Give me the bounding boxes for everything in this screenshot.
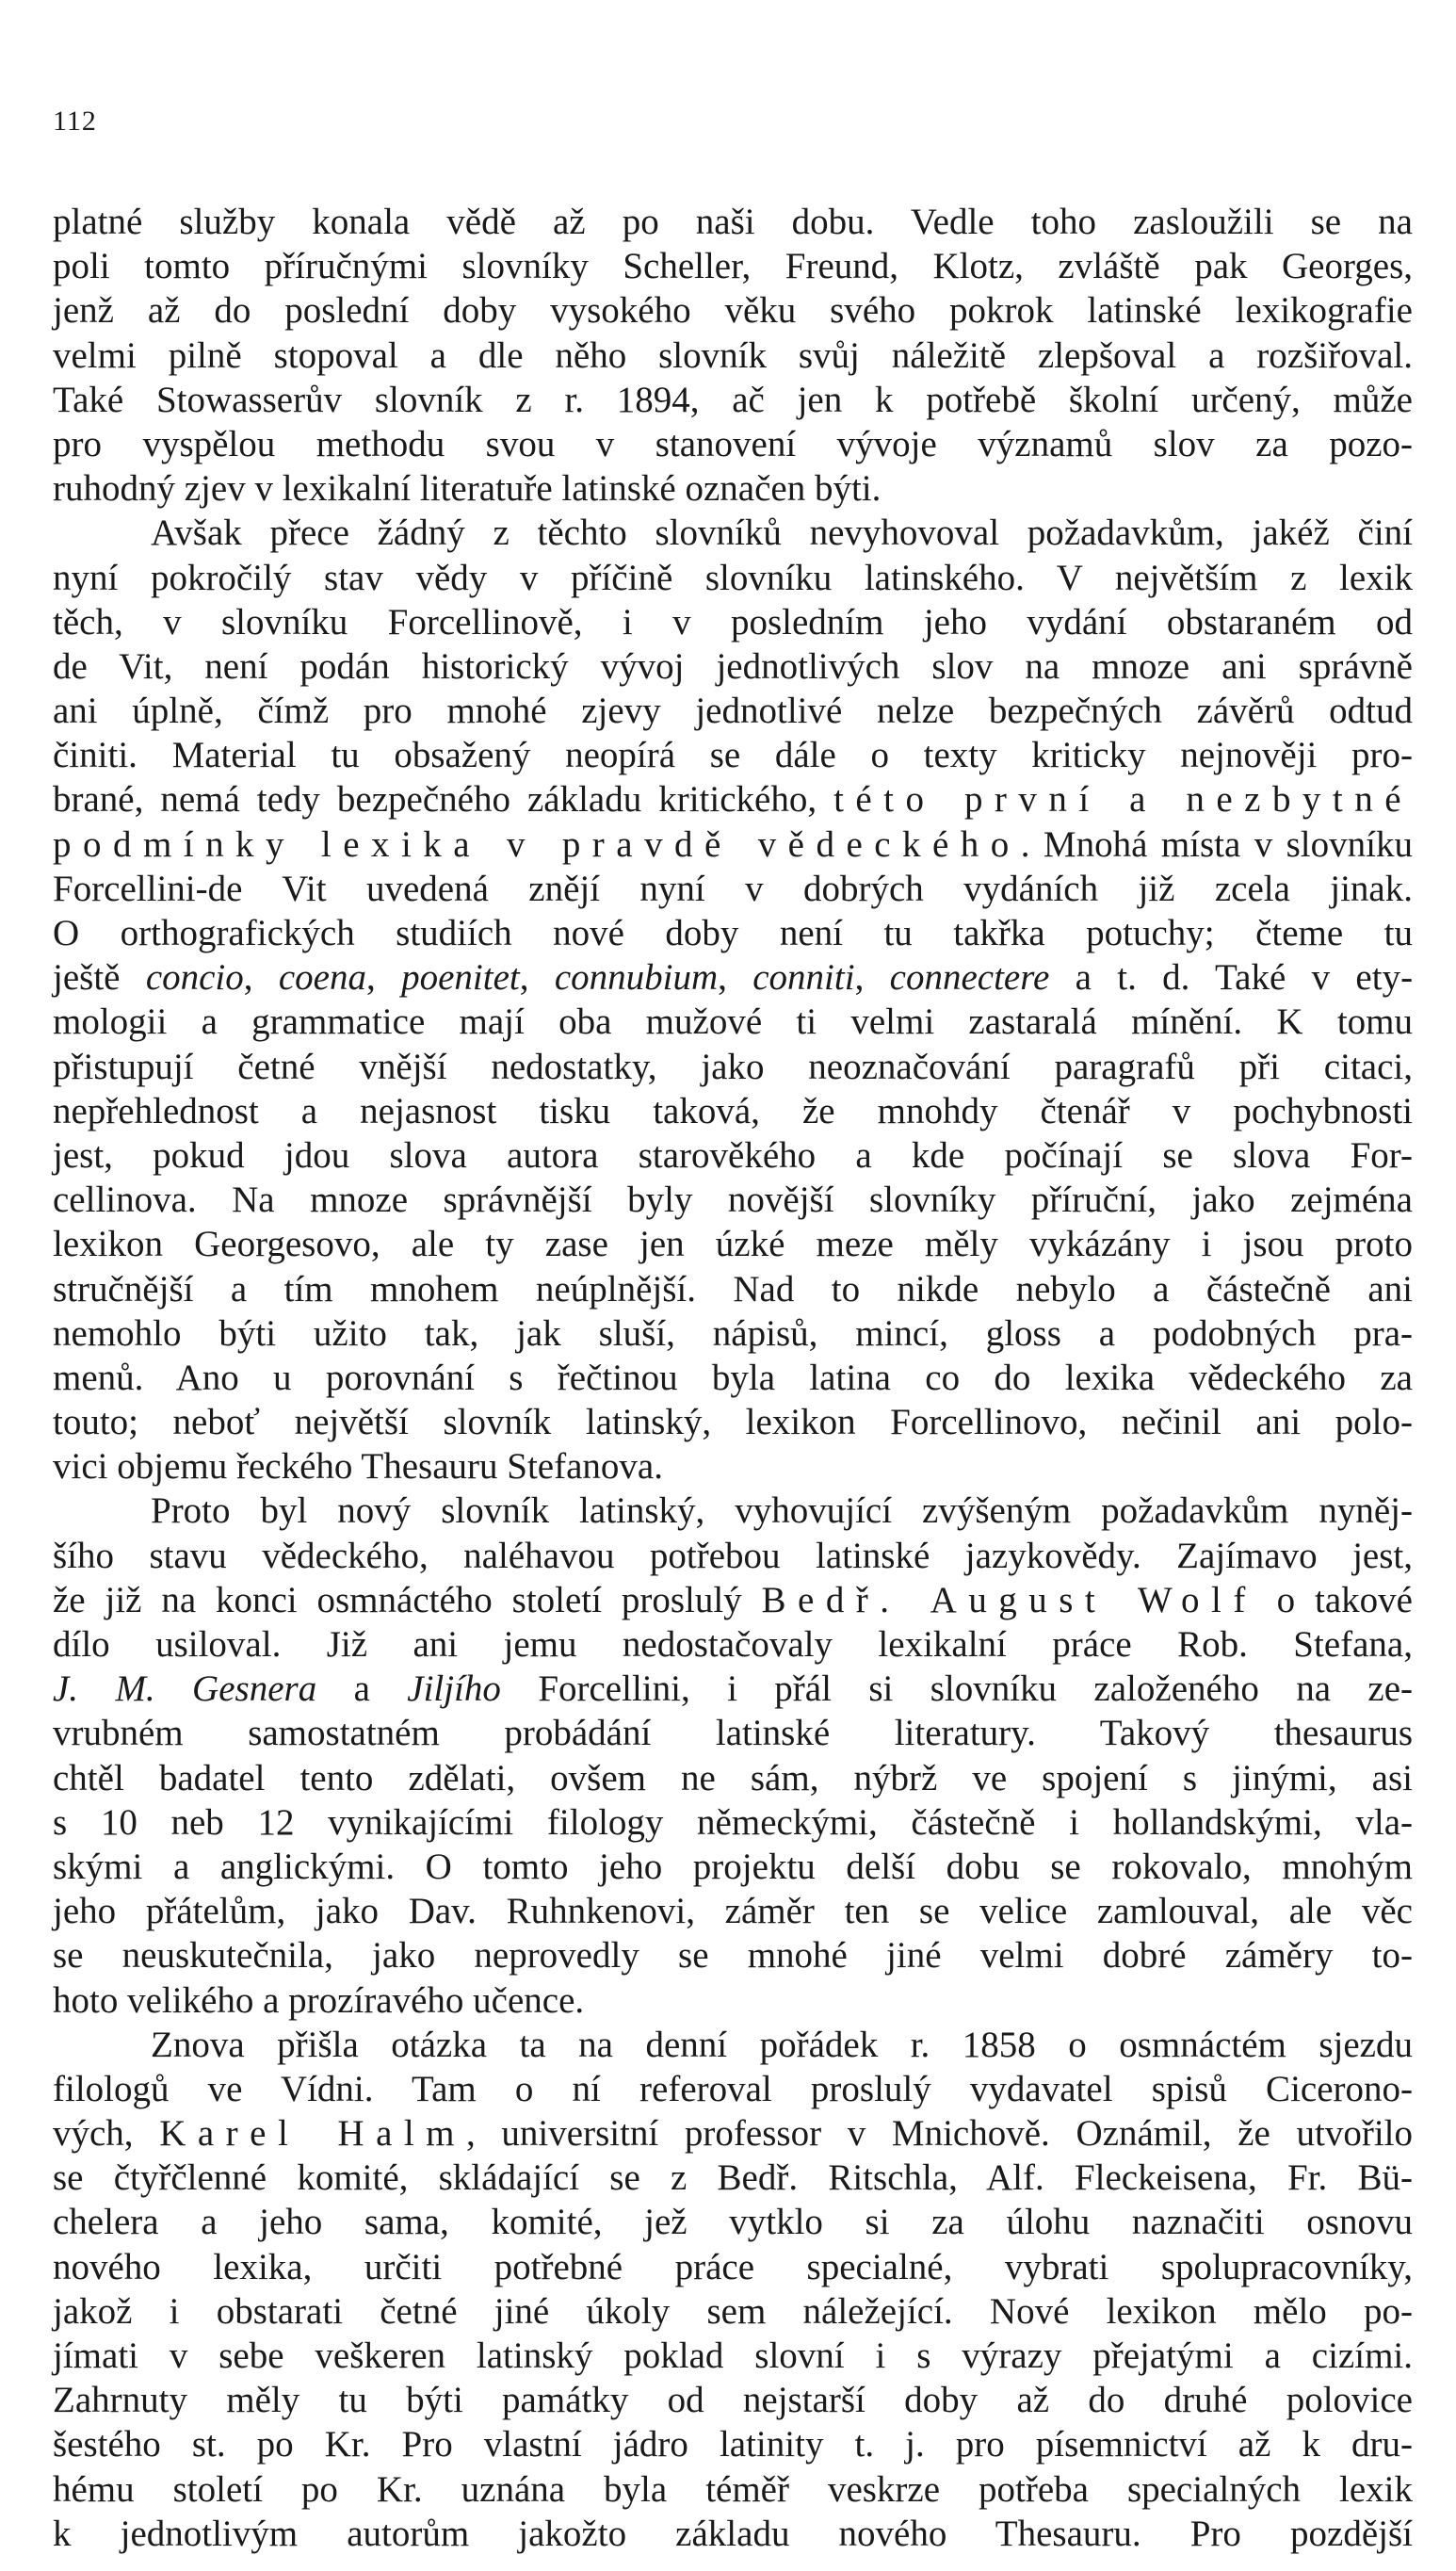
italic-text: connectere [889, 957, 1050, 999]
text-segment: , [718, 957, 753, 999]
text-segment: Také Stowasserův slovník z r. 1894, ač jen k potřebě školní určený, může [53, 379, 1413, 420]
text-segment: touto; neboť největší slovník latinský, lexikon Forcellinovo, nečinil ani polo- [53, 1402, 1413, 1443]
text-line [53, 1089, 1413, 1133]
text-segment: filologů ve Vídni. Tam o ní referoval proslulý vydavatel spisů Cicerono- [53, 2068, 1413, 2109]
text-segment: nepřehlednost a nejasnost tisku taková, že mnohdy čtenář v pochybnosti [53, 1090, 1413, 1131]
italic-text: concio [145, 957, 244, 999]
text-line [53, 422, 1413, 466]
page-number: 112 [53, 106, 97, 137]
text-segment: hoto velikého a prozíravého učence. [53, 1979, 585, 2021]
text-segment: Proto byl nový slovník latinský, vyhovující zvýšeným požadavkům nyněj- [151, 1490, 1413, 1532]
text-line [53, 244, 1413, 288]
text-line [53, 2156, 1413, 2200]
text-segment: hému století po Kr. uznána byla téměř veskrze potřeba specialných lexik [53, 2468, 1413, 2510]
text-segment: stručnější a tím mnohem neúplnější. Nad to nikde nebylo a částečně ani [53, 1268, 1413, 1310]
text-segment: jeho přátelům, jako Dav. Ruhnkenovi, záměr ten se velice zamlouval, ale věc [53, 1891, 1413, 1932]
text-line [53, 1800, 1413, 1845]
text-line [53, 511, 1413, 555]
text-line [53, 1622, 1413, 1667]
text-line [53, 1000, 1413, 1044]
italic-text: coena [278, 957, 366, 999]
text-line [53, 1222, 1413, 1266]
text-segment: skými a anglickými. O tomto jeho projektu delší dobu se rokovalo, mnohým [53, 1846, 1413, 1887]
text-line [53, 867, 1413, 911]
text-segment: a [316, 1668, 408, 1710]
text-line [53, 556, 1413, 600]
text-segment: dílo usiloval. Již ani jemu nedostačovaly lexikalní práce Rob. Stefana, [53, 1624, 1413, 1665]
text-line [53, 777, 1413, 822]
text-segment: těch, v slovníku Forcellinově, i v posledním jeho vydání obstaraném od [53, 601, 1413, 643]
text-line [53, 1534, 1413, 1578]
text-line [53, 1756, 1413, 1800]
text-line [53, 2467, 1413, 2512]
text-segment: , [519, 957, 555, 999]
text-segment: Forcellini, i přál si slovníku založeného na ze- [500, 1668, 1414, 1710]
text-line [53, 1845, 1413, 1889]
text-segment: platné služby konala vědě až po naši dobu. Vedle toho zasloužili se na [53, 202, 1413, 242]
italic-text: conniti [752, 957, 855, 999]
text-segment: chelera a jeho sama, komité, jež vytklo si za úlohu naznačiti osnovu [53, 2202, 1413, 2243]
text-line [53, 288, 1413, 333]
text-segment: Znova přišla otázka ta na denní pořádek r. 1858 o osmnáctém sjezdu [151, 2024, 1413, 2065]
spaced-text: Karel Halm [159, 2113, 466, 2155]
text-segment: ještě [53, 957, 146, 999]
text-line [53, 466, 1413, 511]
text-segment: a t. d. Také v ety- [1049, 957, 1414, 999]
text-segment: vých, [53, 2113, 160, 2155]
text-segment: vici objemu řeckého Thesauru Stefanova. [53, 1446, 663, 1488]
italic-text: Jiljího [407, 1668, 501, 1710]
text-line [53, 644, 1413, 689]
italic-text: connubium [554, 957, 719, 999]
text-segment: se neuskutečnila, jako neprovedly se mnohé jiné velmi dobré záměry to- [53, 1935, 1413, 1977]
text-line [53, 1133, 1413, 1178]
text-segment: jenž až do poslední doby vysokého věku svého pokrok latinské lexikografie [53, 290, 1413, 332]
text-line [53, 1178, 1413, 1222]
text-segment: poli tomto příručnými slovníky Scheller, Freund, Klotz, zvláště pak Georges, [53, 246, 1413, 287]
text-segment: k jednotlivým autorům jakožto základu nového Thesauru. Pro pozdější [53, 2513, 1413, 2554]
text-segment: ruhodný zjev v lexikalní literatuře latinské označen býti. [53, 468, 882, 510]
text-segment: O orthografických studiích nové doby není tu takřka potuchy; čteme tu [53, 913, 1413, 953]
text-segment: pro vyspělou methodu svou v stanovení vývoje významů slov za pozo- [53, 423, 1413, 464]
text-line [53, 1489, 1413, 1533]
text-segment: lexikon Georgesovo, ale ty zase jen úzké meze měly vykázány i jsou proto [53, 1224, 1413, 1265]
spaced-text: této první a nezbytné [833, 779, 1414, 821]
text-line [53, 2512, 1413, 2556]
text-line [53, 689, 1413, 733]
text-segment: šího stavu vědeckého, naléhavou potřebou latinské jazykovědy. Zajímavo jest, [53, 1535, 1413, 1576]
text-line [53, 1578, 1413, 1622]
text-segment: jest, pokud jdou slova autora starověkého a kde počínají se slova For- [53, 1134, 1413, 1176]
text-line [53, 955, 1413, 1000]
text-line [53, 822, 1413, 867]
text-line [53, 1978, 1413, 2023]
text-segment: Forcellini-de Vit uvedená znějí nyní v dobrých vydáních již zcela jinak. [53, 868, 1413, 909]
text-segment: šestého st. po Kr. Pro vlastní jádro latinity t. j. pro písemnictví až k dru- [53, 2424, 1413, 2465]
text-segment: nemohlo býti užito tak, jak sluší, nápisů, mincí, gloss a podobných pra- [53, 1312, 1413, 1354]
text-segment: přistupují četné vnější nedostatky, jako neoznačování paragrafů při citaci, [53, 1046, 1413, 1087]
text-segment: , universitní professor v Mnichově. Oznámil, že utvořilo [466, 2113, 1414, 2155]
text-line [53, 1045, 1413, 1089]
text-segment: se čtyřčlenné komité, skládající se z Bedř. Ritschla, Alf. Fleckeisena, Fr. Bü- [53, 2157, 1413, 2199]
text-segment: velmi pilně stopoval a dle něho slovník svůj náležitě zlepšoval a rozšiřoval. [53, 334, 1413, 376]
text-line [53, 1311, 1413, 1356]
text-segment: , [854, 957, 890, 999]
italic-text: J. M. Gesnera [53, 1668, 317, 1710]
text-line [53, 1267, 1413, 1311]
text-segment: mologii a grammatice mají oba mužové ti velmi zastaralá mínění. K tomu [53, 1001, 1413, 1043]
text-line [53, 1889, 1413, 1933]
text-segment: , [366, 957, 402, 999]
text-segment: jímati v sebe veškeren latinský poklad slovní i s výrazy přejatými a cizími. [53, 2335, 1413, 2376]
spaced-text: Bedř. August Wolf [761, 1579, 1257, 1620]
text-segment: cellinova. Na mnoze správnější byly novější slovníky příruční, jako zejména [53, 1180, 1413, 1221]
text-line [53, 2067, 1413, 2111]
text-segment: jakož i obstarati četné jiné úkoly sem náležející. Nové lexikon mělo po- [53, 2290, 1413, 2332]
text-line [53, 334, 1413, 378]
text-line [53, 1933, 1413, 1977]
text-line [53, 2200, 1413, 2244]
text-line [53, 1444, 1413, 1489]
text-line [53, 2023, 1413, 2067]
text-line [53, 1400, 1413, 1444]
text-line [53, 2422, 1413, 2466]
text-line [53, 2378, 1413, 2422]
spaced-text: podmínky lexika v pravdě vědeckého [53, 823, 1021, 865]
text-segment: brané, nemá tedy bezpečného základu kritického, [53, 779, 834, 821]
text-line [53, 378, 1413, 422]
text-line [53, 1667, 1413, 1711]
text-segment: vrubném samostatném probádání latinské literatury. Takový thesaurus [53, 1713, 1413, 1754]
text-segment: ani úplně, čímž pro mnohé zjevy jednotlivé nelze bezpečných závěrů odtud [53, 691, 1413, 732]
body-text [53, 200, 1413, 2556]
text-segment: činiti. Material tu obsažený neopírá se dále o texty kriticky nejnověji pro- [53, 735, 1413, 776]
text-line [53, 733, 1413, 777]
text-line [53, 911, 1413, 955]
italic-text: poenitet [401, 957, 520, 999]
text-segment: menů. Ano u porovnání s řečtinou byla latina co do lexika vědeckého za [53, 1357, 1413, 1398]
text-line [53, 2334, 1413, 2378]
text-segment: nového lexika, určiti potřebné práce specialné, vybrati spolupracovníky, [53, 2246, 1413, 2287]
text-segment: , [243, 957, 279, 999]
text-segment: . Mnohá místa v slovníku [1020, 823, 1413, 865]
text-segment: Zahrnuty měly tu býti památky od nejstarší doby až do druhé polovice [53, 2380, 1413, 2421]
text-segment: de Vit, není podán historický vývoj jednotlivých slov na mnoze ani správně [53, 645, 1413, 687]
text-segment: Avšak přece žádný z těchto slovníků nevyhovoval požadavkům, jakéž činí [151, 513, 1413, 554]
text-segment: o takové [1256, 1579, 1413, 1620]
text-segment: že již na konci osmnáctého století proslulý [53, 1579, 762, 1620]
text-line [53, 600, 1413, 644]
text-line [53, 2289, 1413, 2334]
text-line [53, 200, 1413, 244]
text-line [53, 1711, 1413, 1755]
text-line [53, 2245, 1413, 2289]
text-line [53, 2111, 1413, 2156]
text-segment: chtěl badatel tento zdělati, ovšem ne sám, nýbrž ve spojení s jinými, asi [53, 1757, 1413, 1798]
text-segment: nyní pokročilý stav vědy v příčině slovníku latinského. V největším z lexik [53, 557, 1413, 598]
text-line [53, 1356, 1413, 1400]
text-segment: s 10 neb 12 vynikajícími filology německými, částečně i hollandskými, vla- [53, 1801, 1413, 1843]
